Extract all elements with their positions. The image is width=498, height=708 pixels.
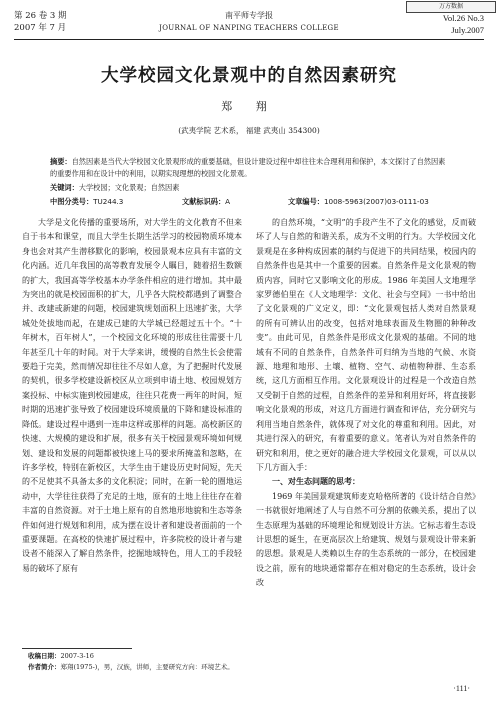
body-column-right [256, 216, 476, 591]
author-bio-value: 郑翔(1975-)，男，汉族，讲师，主要研究方向：环境艺术。 [60, 663, 234, 671]
article-no-field [288, 196, 429, 208]
header-rule [14, 39, 484, 40]
author-bio-label: 作者简介： [28, 663, 61, 671]
clc-label: 中图分类号： [50, 197, 94, 206]
keywords [50, 182, 448, 194]
body-column-left [22, 216, 242, 576]
journal-name [0, 10, 498, 34]
article-title: 大学校园文化景观中的自然因素研究 [101, 66, 397, 86]
received-label: 收稿日期： [28, 652, 61, 660]
received-date [28, 651, 234, 662]
clc-field [50, 196, 123, 208]
author-affiliation: (武夷学院 艺术系， 福建 武夷山 354300) [178, 126, 320, 135]
source-stamp: 万方数据 [406, 1, 496, 13]
section-paragraph: 1969 年美国景观建筑师麦克哈格所著的《设计结合自然》一书就很好地阐述了人与自然不可分割的依赖关系，提出了以生态原理为基础的环境理论和规划设计方法。它标志着生态设计思想的诞生，在更高层次上给建筑、规划与景观设计带来新的思想。景观是人类赖以生存的生态系统的一部分，在校园建设之前，原有的地块通常都存在相对稳定的生态系统，设计会改 [256, 491, 476, 588]
abstract-text: 自然因素是当代大学校园文化景观形成的重要基础，但设计建设过程中却往往未合理利用和保护，本文探讨了自然因素的重要作用和在设计中的利用，以期实现理想的校园文化景观。 [50, 157, 446, 178]
issue-number: 第 26 卷 3 期 [14, 11, 67, 21]
author-bio [28, 662, 234, 673]
volume-number: Vol.26 No.3 [442, 13, 484, 23]
keywords-label: 关键词： [50, 183, 79, 192]
journal-name-cn: 南平师专学报 [225, 11, 273, 20]
page-number: ·111· [453, 684, 470, 693]
body-paragraph: 的自然环境，“文明”的手段产生不了文化的感觉，反而破坏了人与自然的和谐关系，成为不文明的行为。大学校园文化景观是在多种构成因素的制约与促进下的共同结果，校园内的自然条件也是其中一个重要的因素。自然条件是文化景观的物质内容，同时它又影响文化的形成。1986 年美国人文地理学家罗德伯里在《人文地理学：文化、社会与空间》一书中给出了文化景观的广义定义，即：“文化景观包括人类对自然景观的所有可辨认出的改变，包括对地球表面及生物圈的种种改变”。由此可见，自然条件是形成文化景观的基础。不同的地域有不同的自然条件，自然条件可归纳为当地的气候、水资源、地理和地形、土壤、植物、空气、动植物种群、生态系统，这几方面相互作用。文化景观设计的过程是一个改造自然又受制于自然的过程，自然条件的差异和利用好坏，将直接影响文化景观的形成，对这几方面进行调查和评估，充分研究与利用当地自然条件，就体现了对文化的尊重和利用。因此，对其进行深入的研究，有着重要的意义。笔者认为对自然条件的研究和利用，使之更好的融合进大学校园文化景观，可以从以下几方面入手： [256, 218, 476, 472]
issue-date: 2007 年 7 月 [14, 23, 67, 33]
article-no-value: 1008-5963(2007)03-0111-03 [323, 197, 429, 206]
journal-name-en: JOURNAL OF NANPING TEACHERS COLLEGE [159, 24, 339, 32]
section-heading: 一、对生态问题的思考： [272, 477, 360, 487]
clc-value: TU244.3 [93, 197, 124, 206]
doc-code-label: 文献标识码： [182, 197, 226, 206]
volume-date: July.2007 [451, 25, 484, 35]
volume-info [443, 12, 484, 36]
doc-code-value: A [225, 197, 231, 206]
footnote [28, 651, 234, 673]
keywords-text: 大学校园；文化景观；自然因素 [78, 183, 180, 192]
footnote-rule [22, 648, 132, 649]
doc-code-field [182, 196, 230, 208]
abstract [50, 156, 448, 180]
article-no-label: 文章编号： [288, 197, 324, 206]
body-paragraph: 大学是文化传播的重要场所，对大学生的文化教育不但来自于书本和课堂，而且大学生长期生活学习的校园物质环境本身也会对其产生潜移默化的影响，校园景观本应具有丰富的文化内涵。近几年我国的高等教育发展令人瞩目，随着招生数额的扩大，我国高等学校基本办学条件相应的进行增加。其中最为突出的就是校园面积的扩大，几乎各大院校都遇到了调整合并、改建或新建的问题，校园建筑规划面积上迅速扩张，大学城处处拔地而起，在建成已建的大学城已经超过五十个。“十年树木，百年树人”，一个校园文化环境的形成往往需要十几年甚至几十年的时间。对于大学来讲，缓慢的自然生长会使需要趋于完美，然而情况却往往不尽如人意，为了把握时代发展的契机，很多学校建设新校区从立项到申请土地、校园规划方案投标、中标实施到校园建成，往往只花费一两年的时间，短时期的迅速扩张导致了校园建设环境质量的下降和建设标准的降低。建设过程中遇到一连串这样或那样的问题。高校新区的快速、大规模的建设和扩展，很多有关于校园景观环境如何规划、建设和发展的问题都被快速上马的要求所掩盖和忽略，在许多学校，特别在新校区，大学生由于建设历史时间短，先天的不足使其不具备太多的文化积淀；同时，在新一轮的圈地运动中，大学往往获得了充足的土地，原有的土地上往往存在着丰富的自然资源。对于土地上原有的自然地形地貌和生态等条件如何进行规划和利用，成为摆在设计者和建设者面前的一个重要课题。在高校的快速扩展过程中，许多院校的设计者与建设者不能深入了解自然条件，挖掘地域特色，用人工的手段轻易的破坏了原有 [22, 218, 242, 573]
received-value: 2007-3-16 [60, 652, 94, 660]
article-author: 郑 翔 [221, 100, 277, 113]
abstract-label: 摘要： [50, 157, 72, 166]
